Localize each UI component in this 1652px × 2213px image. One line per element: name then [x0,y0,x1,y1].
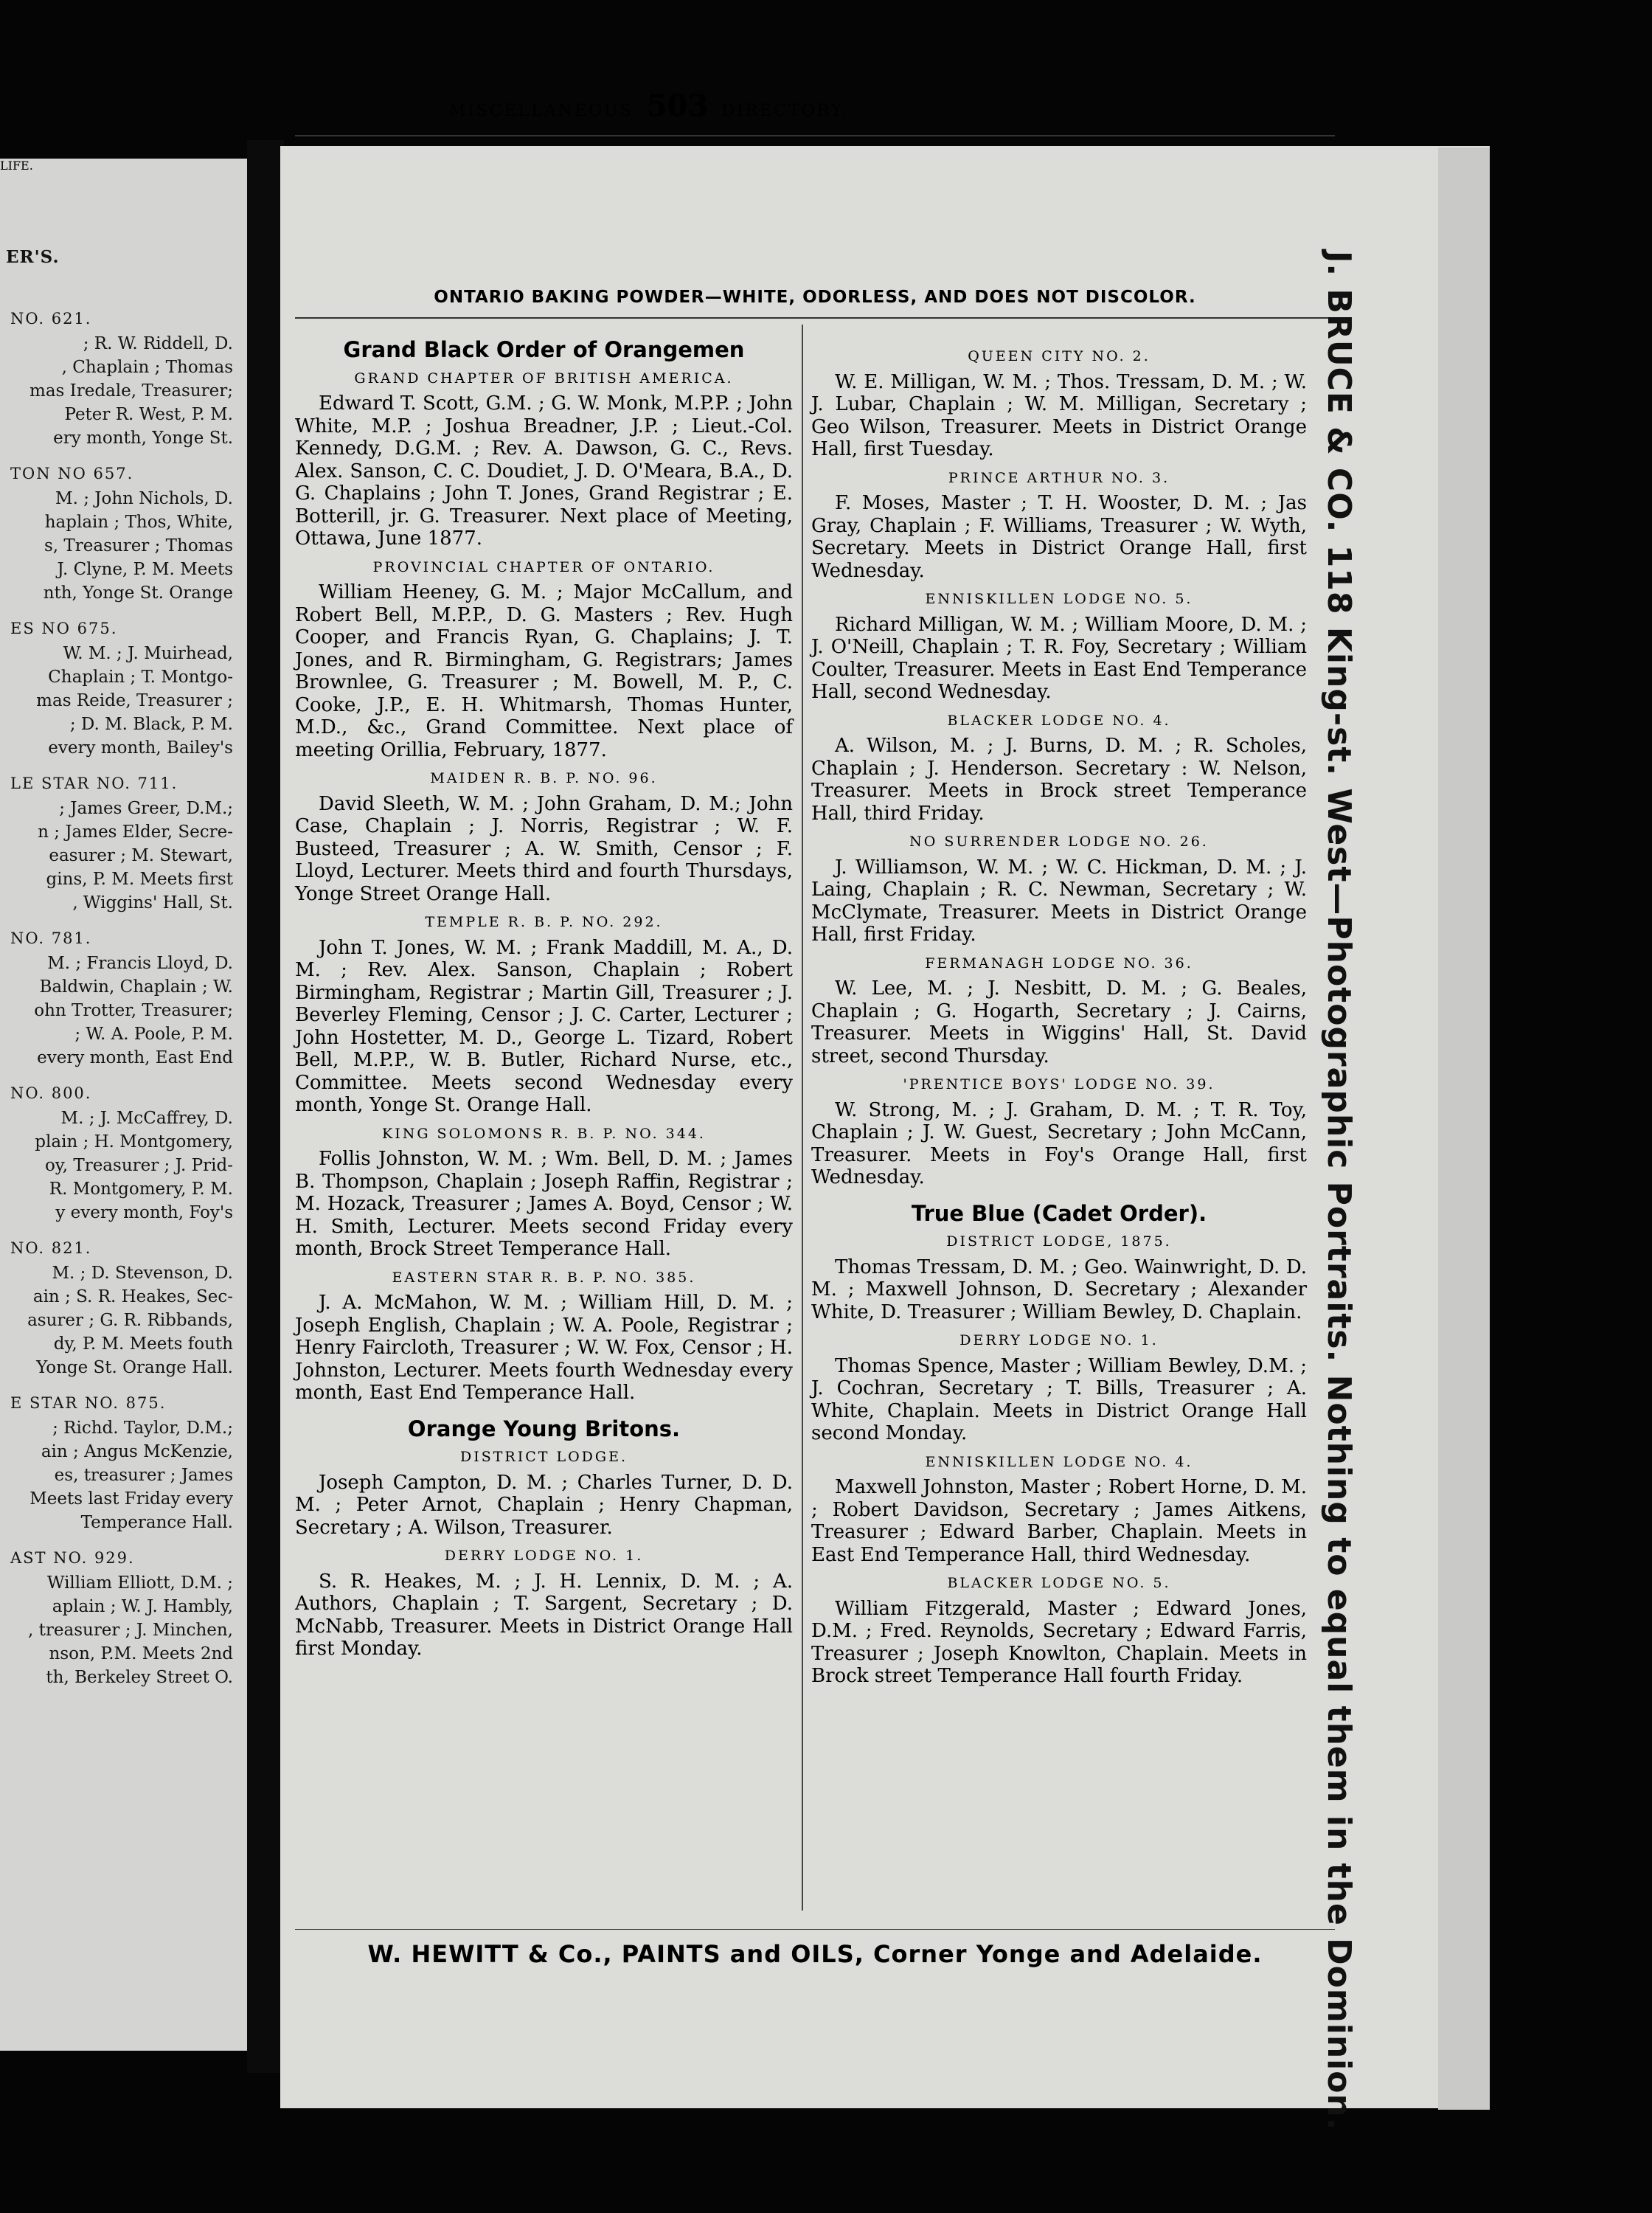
banner-rule [295,317,1335,319]
left-section-title: ES NO 675. [10,620,118,637]
lodge-heading: KING SOLOMONS R. B. P. NO. 344. [382,1125,706,1142]
header-rule [295,135,1335,136]
left-section-line: s, Treasurer ; Thomas [44,536,233,555]
left-section-line: M. ; John Nichols, D. [55,489,233,508]
left-page-column [0,159,236,1689]
left-section-line: , Chaplain ; Thomas [61,358,233,377]
left-section-line: , Wiggins' Hall, St. [72,893,233,912]
lodge-heading: BLACKER LODGE NO. 4. [947,712,1171,729]
book-gutter [247,140,284,2073]
lodge-entry: John T. Jones, W. M. ; Frank Maddill, M. A., D. M. ; Rev. Alex. Sanson, Chaplain ; Robert Birmingham, Registrar ; Martin Gill, Treasurer ; J. Beverley Fleming, Censor ; J. C. Carter, Lecturer ; John Hostetter, M. D., George L. Tizard, Robert Bell, M.P.P., W. B. Butler, Richard Nurse, etc., Committee. Meets second Wednesday every month, Yonge St. Orange Hall. [295,936,793,1116]
footer-rule [295,1929,1335,1930]
lodge-entry: W. Lee, M. ; J. Nesbitt, D. M. ; G. Beales, Chaplain ; G. Hogarth, Secretary ; J. Cairns, Treasurer. Meets in Wiggins' Hall, St. David street, second Thursday. [811,977,1307,1067]
page-edge [1438,148,1490,2110]
left-section-line: Yonge St. Orange Hall. [36,1358,233,1377]
left-section-line: Meets last Friday every [30,1489,233,1509]
left-section-line: Temperance Hall. [80,1513,233,1532]
lodge-heading: FERMANAGH LODGE NO. 36. [925,955,1193,972]
left-section-line: ; James Greer, D.M.; [59,799,233,818]
lodge-entry: W. Strong, M. ; J. Graham, D. M. ; T. R. Toy, Chaplain ; J. W. Guest, Secretary ; John McCann, Treasurer. Meets in Foy's Orange Hall, first Wednesday. [811,1098,1307,1188]
left-section-title: AST NO. 929. [10,1549,135,1567]
lodge-entry: Richard Milligan, W. M. ; William Moore, D. M. ; J. O'Neill, Chaplain ; T. R. Foy, Secretary ; William Coulter, Treasurer. Meets in East End Temperance Hall, second Wednesday. [811,613,1307,703]
left-section-line: nth, Yonge St. Orange [43,583,233,603]
left-section-line: ; D. M. Black, P. M. [69,715,233,734]
lodge-entry: J. Williamson, W. M. ; W. C. Hickman, D. M. ; J. Laing, Chaplain ; R. C. Newman, Secretary ; W. McClymate, Treasurer. Meets in District Orange Hall, first Friday. [811,856,1307,946]
lodge-entry: Edward T. Scott, G.M. ; G. W. Monk, M.P.P. ; John White, M.P. ; Joshua Breadner, J.P. ; Lieut.-Col. Kennedy, D.G.M. ; Rev. A. Dawson, G. C., Revs. Alex. Sanson, C. C. Doudiet, J. D. O'Meara, B.A., D. G. Chaplains ; John T. Jones, Grand Registrar ; E. Botterill, jr. G. Treasurer. Next place of Meeting, Ottawa, June 1877. [295,392,793,550]
left-section-line: R. Montgomery, P. M. [49,1180,233,1199]
left-page-footer: LIFE. [0,159,33,173]
left-page-header: ER'S. [6,247,60,267]
lodge-entry: Joseph Campton, D. M. ; Charles Turner, D. D. M. ; Peter Arnot, Chaplain ; Henry Chapman, Secretary ; A. Wilson, Treasurer. [295,1471,793,1539]
lodge-heading: DERRY LODGE NO. 1. [959,1332,1159,1348]
left-section-line: gins, P. M. Meets first [46,870,233,889]
left-section-title: LE STAR NO. 711. [10,775,178,792]
lodge-heading: EASTERN STAR R. B. P. NO. 385. [392,1269,696,1286]
lodge-heading: DISTRICT LODGE, 1875. [946,1233,1172,1250]
lodge-heading: ENNISKILLEN LODGE NO. 5. [925,591,1193,607]
left-page-fragment [0,159,247,2051]
lodge-heading: DISTRICT LODGE. [459,1449,628,1465]
left-section-line: M. ; D. Stevenson, D. [52,1264,233,1283]
left-section-title: NO. 621. [10,310,92,328]
lodge-heading: 'PRENTICE BOYS' LODGE NO. 39. [903,1076,1215,1092]
left-section-line: ; Richd. Taylor, D.M.; [52,1419,233,1438]
left-section-line: ain ; S. R. Heakes, Sec- [32,1287,233,1306]
column-left [295,336,793,1660]
running-head-left: MISCELLANEOUS [448,102,634,120]
left-section-line: es, treasurer ; James [54,1466,233,1485]
running-head [280,89,1018,123]
lodge-entry: Follis Johnston, W. M. ; Wm. Bell, D. M. ; James B. Thompson, Chaplain ; Joseph Raffin, Registrar ; M. Hozack, Treasurer ; James A. Boyd, Censor ; W. H. Smith, Lecturer. Meets second Friday every month, Brock Street Temperance Hall. [295,1148,793,1260]
column-right [811,339,1307,1688]
running-head-right: DIRECTORY. [721,102,850,120]
left-section-line: William Elliott, D.M. ; [46,1573,233,1593]
lodge-entry: A. Wilson, M. ; J. Burns, D. M. ; R. Scholes, Chaplain ; J. Henderson. Secretary : W. Nelson, Treasurer. Meets in Brock street Temperance Hall, third Friday. [811,735,1307,825]
lodge-heading: ENNISKILLEN LODGE NO. 4. [925,1453,1193,1470]
lodge-heading: PROVINCIAL CHAPTER OF ONTARIO. [372,558,715,575]
left-section-line: easurer ; M. Stewart, [49,846,233,865]
lodge-heading: DERRY LODGE NO. 1. [444,1548,644,1564]
side-advert: J. BRUCE & CO. 118 King-st. West—Photographic Portraits. Nothing to equal them in the Dominion. [1320,251,1358,2131]
left-section-line: mas Iredale, Treasurer; [30,381,233,401]
footer-advert: W. HEWITT & Co., PAINTS and OILS, Corner Yonge and Adelaide. [367,1940,1263,1968]
lodge-heading: TEMPLE R. B. P. NO. 292. [425,914,663,930]
left-section-line: ; W. A. Poole, P. M. [74,1025,233,1044]
left-section-line: Chaplain ; T. Montgo- [48,668,233,687]
left-section-line: haplain ; Thos, White, [44,513,233,532]
left-section-line: th, Berkeley Street O. [46,1668,233,1687]
lodge-heading: QUEEN CITY NO. 2. [968,348,1150,364]
left-section-title: NO. 781. [10,929,92,947]
left-section-title: NO. 800. [10,1084,92,1102]
left-section-title: E STAR NO. 875. [10,1394,167,1412]
left-section-title: NO. 821. [10,1239,92,1257]
left-section-line: nson, P.M. Meets 2nd [49,1644,233,1663]
page-number: 503 [646,89,709,123]
left-section-line: plain ; H. Montgomery, [35,1132,233,1151]
lodge-entry: Thomas Spence, Master ; William Bewley, D.M. ; J. Cochran, Secretary ; T. Bills, Treasurer ; A. White, Chaplain. Meets in District Orange Hall second Monday. [811,1354,1307,1444]
left-section-line: , treasurer ; J. Minchen, [28,1621,233,1640]
lodge-heading: BLACKER LODGE NO. 5. [947,1575,1171,1591]
lodge-entry: W. E. Milligan, W. M. ; Thos. Tressam, D. M. ; W. J. Lubar, Chaplain ; W. M. Milligan, Secretary ; Geo Wilson, Treasurer. Meets in District Orange Hall, first Tuesday. [811,370,1307,460]
left-section-line: ohn Trotter, Treasurer; [34,1001,233,1020]
left-section-line: W. M. ; J. Muirhead, [63,644,233,663]
lodge-heading: PRINCE ARTHUR NO. 3. [948,469,1170,486]
lodge-entry: Thomas Tressam, D. M. ; Geo. Wainwright, D. D. M. ; Maxwell Johnson, D. Secretary ; Alexander White, D. Treasurer ; William Bewley, D. Chaplain. [811,1256,1307,1323]
left-section-line: aplain ; W. J. Hambly, [52,1597,233,1616]
left-section-line: dy, P. M. Meets fouth [53,1334,233,1354]
lodge-heading: NO SURRENDER LODGE NO. 26. [909,834,1209,850]
lodge-entry: William Fitzgerald, Master ; Edward Jones, D.M. ; Fred. Reynolds, Secretary ; Edward Farris, Treasurer ; Joseph Knowlton, Chaplain. Meets in Brock street Temperance Hall fourth Friday. [811,1597,1307,1687]
left-section-title: TON NO 657. [10,465,134,482]
left-section-line: Baldwin, Chaplain ; W. [39,977,233,997]
lodge-entry: J. A. McMahon, W. M. ; William Hill, D. M. ; Joseph English, Chaplain ; W. A. Poole, Registrar ; Henry Faircloth, Treasurer ; W. W. Fox, Censor ; H. Johnston, Lecturer. Meets fourth Wednesday every month, East End Temperance Hall. [295,1292,793,1404]
lodge-heading: MAIDEN R. B. P. NO. 96. [430,770,658,786]
section-title: Orange Young Britons. [407,1416,681,1441]
left-section-line: ery month, Yonge St. [53,429,233,448]
lodge-entry: David Sleeth, W. M. ; John Graham, D. M.; John Case, Chaplain ; J. Norris, Registrar ; W. F. Busteed, Treasurer ; A. W. Smith, Censor ; F. Lloyd, Lecturer. Meets third and fourth Thursdays, Yonge Street Orange Hall. [295,792,793,905]
left-section-line: ain ; Angus McKenzie, [41,1442,233,1461]
left-section-line: n ; James Elder, Secre- [38,822,233,842]
section-title: True Blue (Cadet Order). [911,1200,1207,1226]
left-section-line: ; R. W. Riddell, D. [83,334,233,353]
advert-banner: ONTARIO BAKING POWDER—WHITE, ODORLESS, AND DOES NOT DISCOLOR. [434,288,1196,307]
left-section-line: y every month, Foy's [55,1203,233,1222]
lodge-entry: Maxwell Johnston, Master ; Robert Horne, D. M. ; Robert Davidson, Secretary ; James Aitkens, Treasurer ; Edward Barber, Chaplain. Meets in East End Temperance Hall, third Wednesday. [811,1476,1307,1566]
lodge-entry: F. Moses, Master ; T. H. Wooster, D. M. ; Jas Gray, Chaplain ; F. Williams, Treasurer ; W. Wyth, Secretary. Meets in District Orange Hall, first Wednesday. [811,492,1307,582]
lodge-heading: GRAND CHAPTER OF BRITISH AMERICA. [354,370,734,387]
left-section-line: J. Clyne, P. M. Meets [57,560,233,579]
lodge-entry: William Heeney, G. M. ; Major McCallum, and Robert Bell, M.P.P., D. G. Masters ; Rev. Hugh Cooper, and Francis Ryan, G. Chaplains; J. T. Jones, and R. Birmingham, G. Registrars; James Brownlee, G. Treasurer ; M. Bowell, M. P., C. Cooke, J.P., E. H. Whitmarsh, Thomas Hunter, M.D., &c., Grand Committee. Next place of meeting Orillia, February, 1877. [295,581,793,761]
left-section-line: asurer ; G. R. Ribbands, [27,1311,233,1330]
left-section-line: mas Reide, Treasurer ; [36,691,233,710]
left-section-line: every month, Bailey's [48,738,233,758]
section-title: Grand Black Order of Orangemen [343,337,745,362]
lodge-entry: S. R. Heakes, M. ; J. H. Lennix, D. M. ; A. Authors, Chaplain ; T. Sargent, Secretary ; D. McNabb, Treasurer. Meets in District Orange Hall first Monday. [295,1570,793,1660]
left-section-line: oy, Treasurer ; J. Prid- [44,1156,233,1175]
left-section-line: M. ; Francis Lloyd, D. [47,954,233,973]
column-divider [802,325,803,1911]
left-section-line: Peter R. West, P. M. [64,405,233,424]
left-section-line: every month, East End [37,1048,233,1067]
left-section-line: M. ; J. McCaffrey, D. [60,1109,233,1128]
